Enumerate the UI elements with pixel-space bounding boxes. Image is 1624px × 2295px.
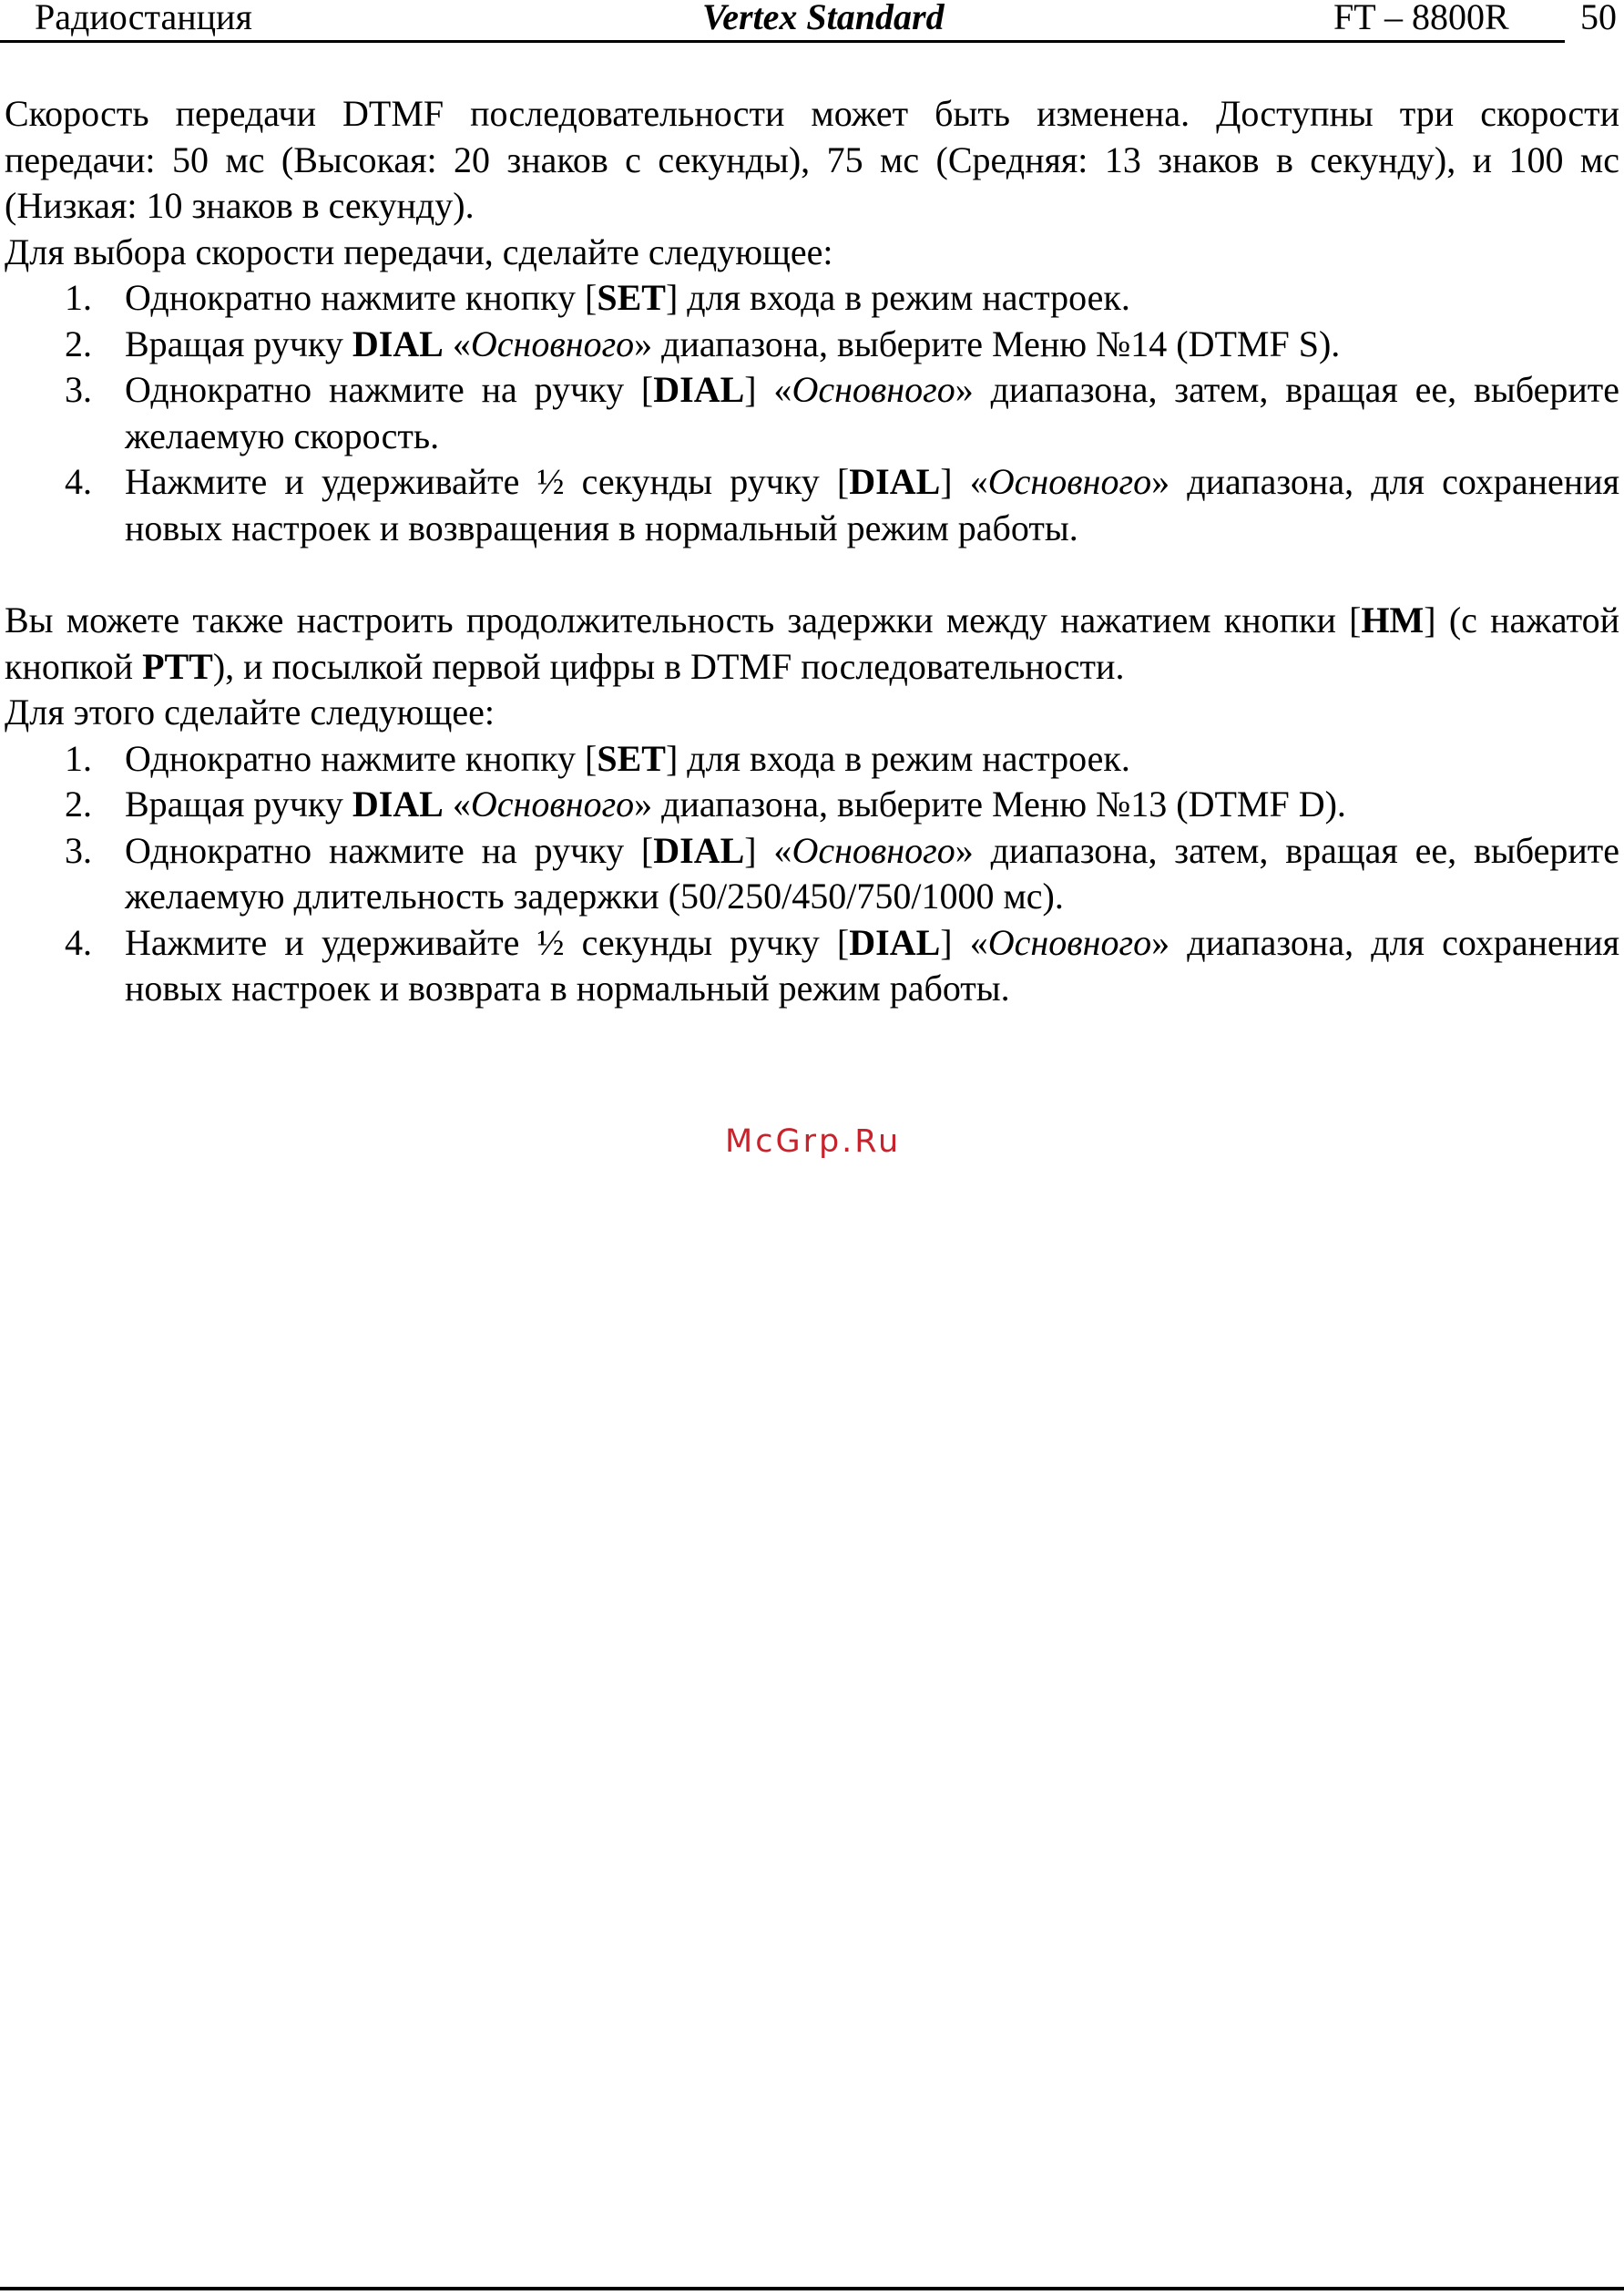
step-text: Нажмите и удерживайте ½ секунды ручку [DIAL] «Основного» диапазона, для сохранения новых настроек и возврата в нормальный режим работы. <box>125 921 1620 1009</box>
step-number: 1. <box>65 737 92 779</box>
key-label: DIAL <box>352 784 444 825</box>
list-item <box>5 459 1619 551</box>
step-number: 3. <box>65 369 92 410</box>
list-item <box>5 828 1619 920</box>
step-text: Вращая ручку DIAL «Основного» диапазона, выберите Меню №14 (DTMF S). <box>125 323 1341 364</box>
list-item <box>5 322 1619 368</box>
band-label: Основного <box>792 369 955 410</box>
list-item <box>5 782 1619 828</box>
step-number: 4. <box>65 921 92 963</box>
header-device-type: Радиостанция <box>35 0 252 37</box>
key-label: SET <box>597 737 666 779</box>
key-label: DIAL <box>352 323 444 364</box>
band-label: Основного <box>470 784 635 825</box>
watermark-link[interactable]: McGrp.Ru <box>725 1123 902 1160</box>
step-text: Однократно нажмите кнопку [SET] для входа в режим настроек. <box>125 277 1130 318</box>
band-label: Основного <box>987 921 1152 963</box>
step-number: 4. <box>65 461 92 502</box>
list-item <box>5 275 1619 322</box>
band-label: Основного <box>470 323 635 364</box>
band-label: Основного <box>987 461 1152 502</box>
document-body <box>5 91 1619 1012</box>
step-number: 2. <box>65 784 92 825</box>
list-item <box>5 920 1619 1012</box>
key-label: SET <box>597 277 666 318</box>
section2-lead: Для этого сделайте следующее: <box>5 692 495 733</box>
header-brand: Vertex Standard <box>702 0 945 37</box>
header-model: FT – 8800R <box>1333 0 1509 37</box>
key-label: DIAL <box>849 921 941 963</box>
step-text: Однократно нажмите на ручку [DIAL] «Основного» диапазона, затем, вращая ее, выберите желаемую длительность задержки (50/250/450/750/1000 мс). <box>125 829 1619 917</box>
step-text: Вращая ручку DIAL «Основного» диапазона, выберите Меню №13 (DTMF D). <box>125 784 1346 825</box>
header-divider <box>0 40 1565 43</box>
section1-steps <box>5 275 1619 551</box>
footer-divider <box>0 2287 1624 2290</box>
step-text: Нажмите и удерживайте ½ секунды ручку [DIAL] «Основного» диапазона, для сохранения новых настроек и возвращения в нормальный режим работы. <box>125 461 1620 548</box>
key-label: PTT <box>142 645 213 687</box>
list-item <box>5 736 1619 783</box>
key-label: DIAL <box>653 829 745 871</box>
key-label: HM <box>1361 599 1425 640</box>
step-text: Однократно нажмите на ручку [DIAL] «Основного» диапазона, затем, вращая ее, выберите желаемую скорость. <box>125 369 1619 456</box>
section1-intro: Скорость передачи DTMF последовательности может быть изменена. Доступны три скорости передачи: 50 мс (Высокая: 20 знаков с секунды), 75 мс (Средняя: 13 знаков в секунду), и 100 мс (Низкая: 10 знаков в секунду). <box>5 93 1619 226</box>
step-number: 1. <box>65 277 92 318</box>
list-item <box>5 367 1619 459</box>
page-header <box>0 0 1624 44</box>
key-label: DIAL <box>653 369 745 410</box>
section1-lead: Для выбора скорости передачи, сделайте следующее: <box>5 231 833 272</box>
step-number: 2. <box>65 323 92 364</box>
step-text: Однократно нажмите кнопку [SET] для входа в режим настроек. <box>125 737 1130 779</box>
section2-intro: Вы можете также настроить продолжительность задержки между нажатием кнопки [HM] (с нажатой кнопкой PTT), и посылкой первой цифры в DTMF последовательности. <box>5 599 1619 687</box>
key-label: DIAL <box>849 461 941 502</box>
section2-steps <box>5 736 1619 1012</box>
band-label: Основного <box>792 829 955 871</box>
page-number: 50 <box>1580 0 1617 37</box>
step-number: 3. <box>65 829 92 871</box>
